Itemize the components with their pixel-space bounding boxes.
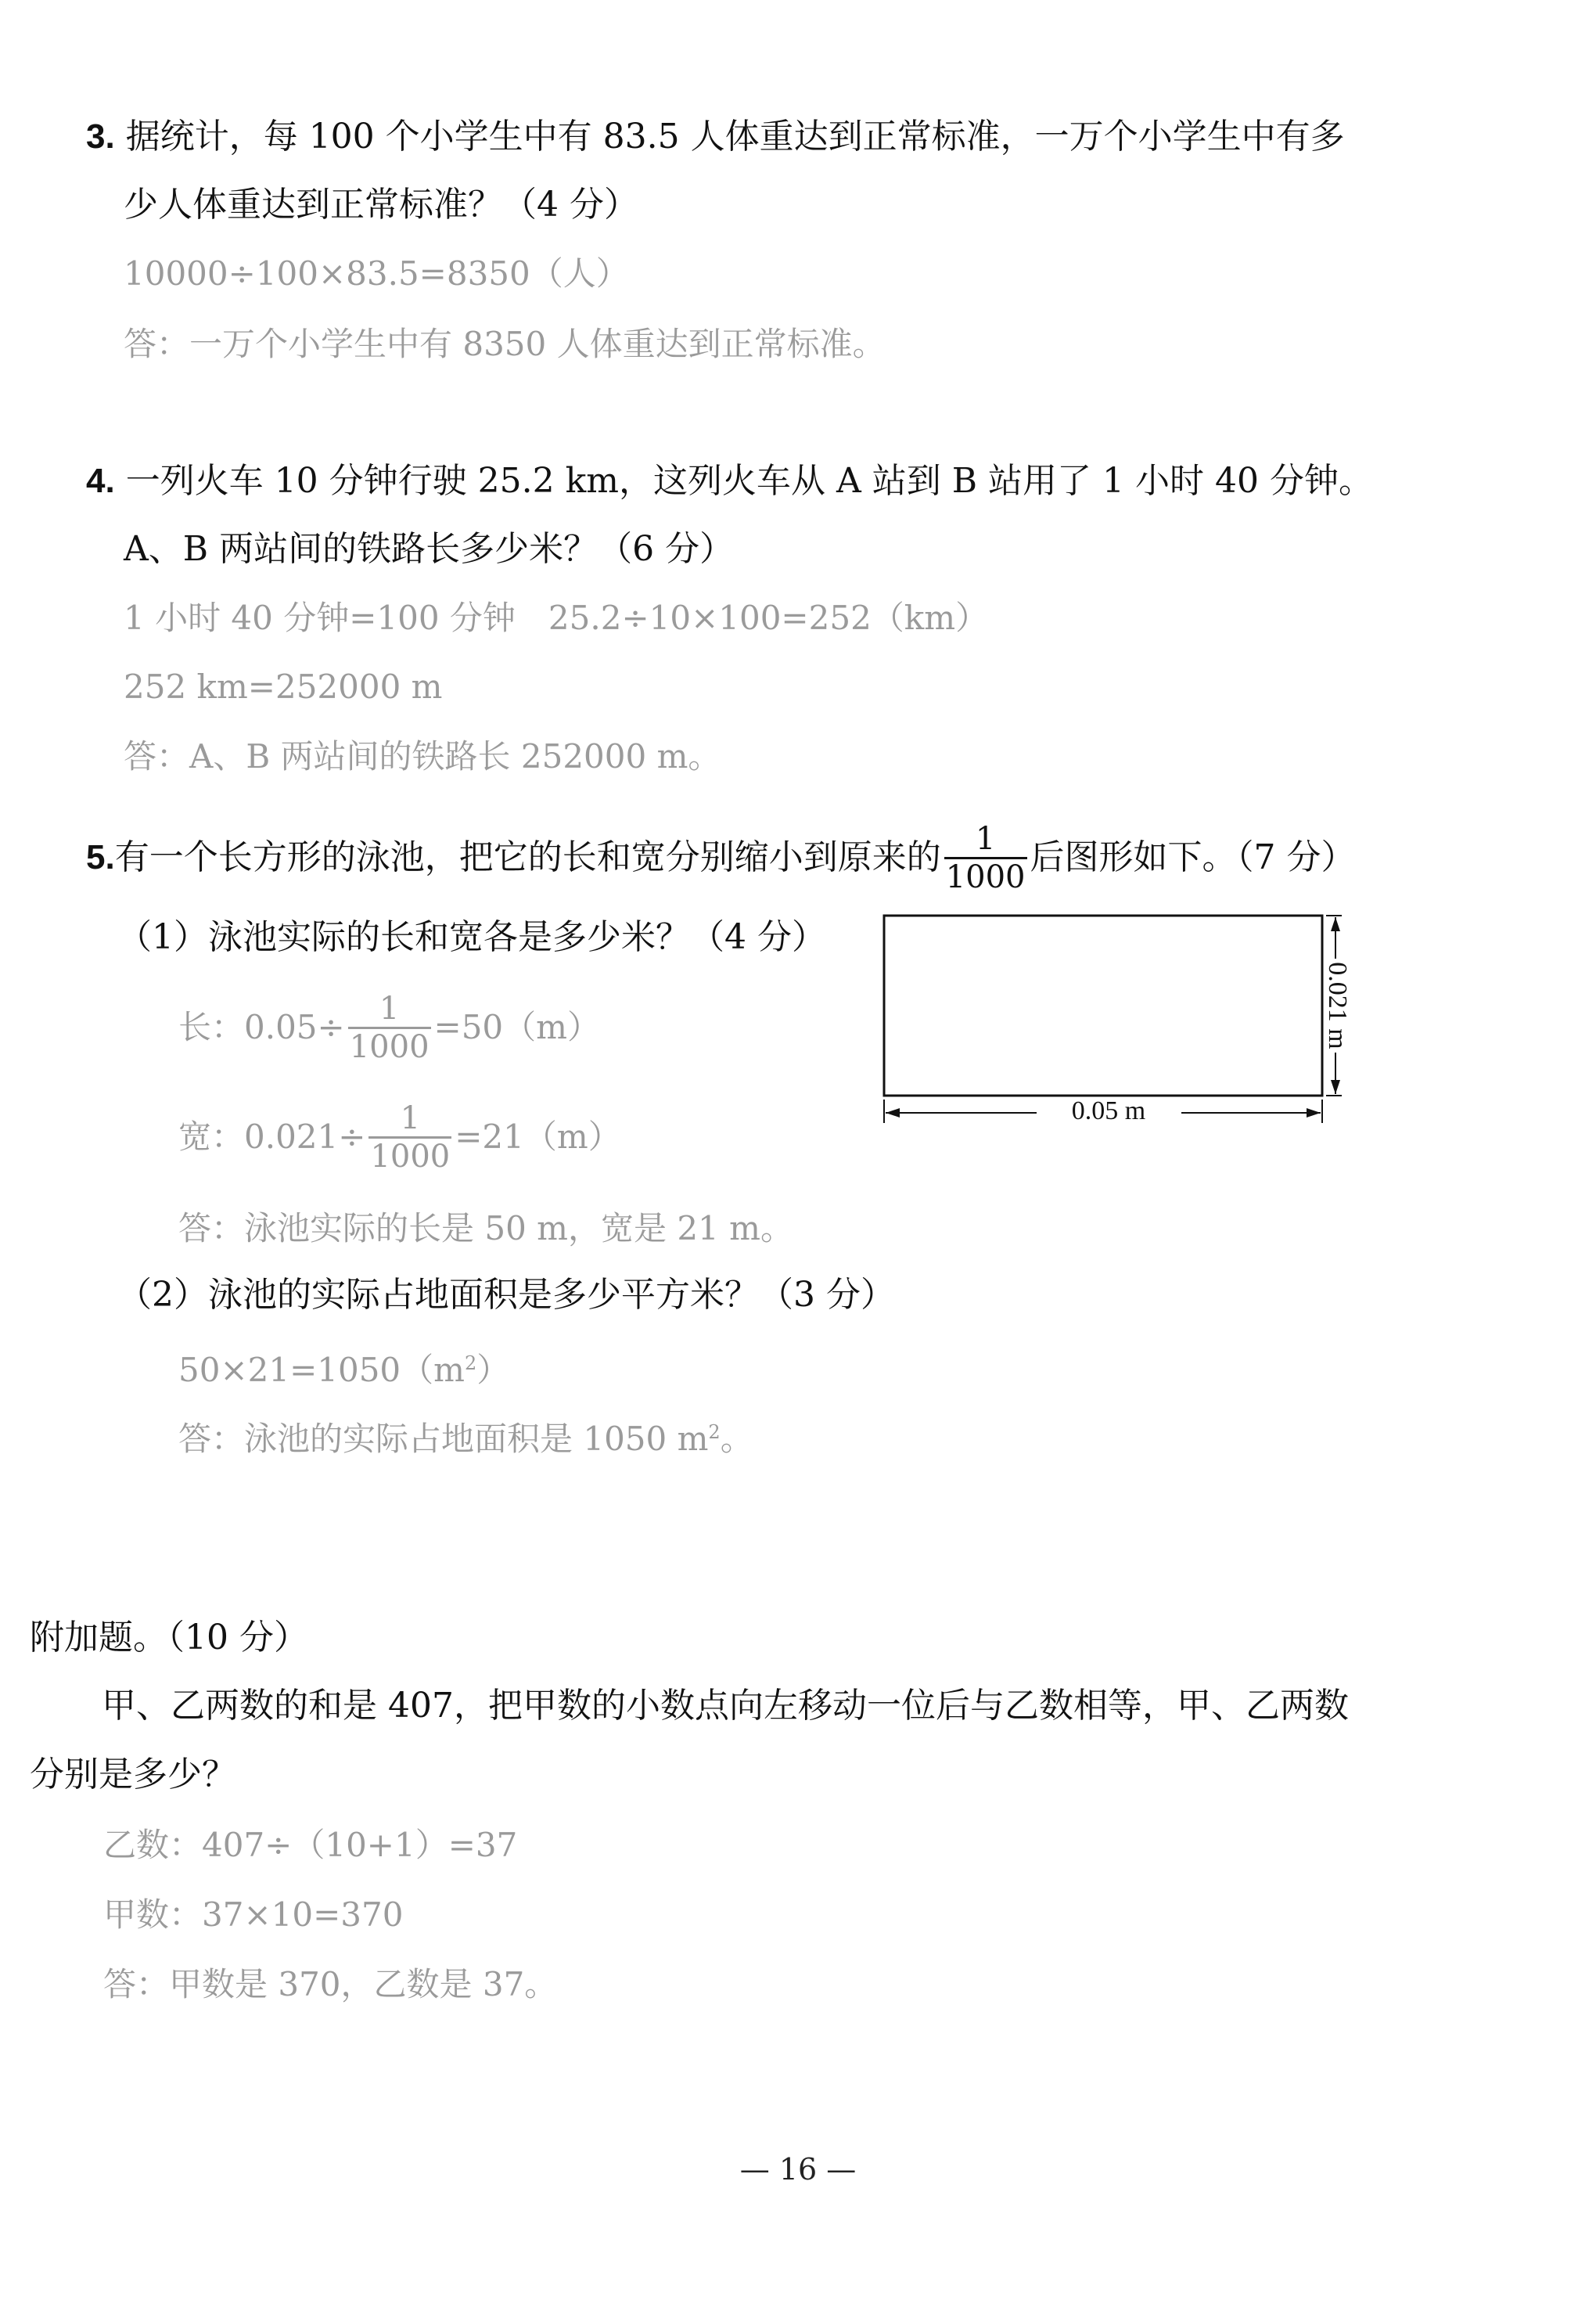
q5-width-fraction-den: 1000	[370, 1138, 451, 1175]
q4-text-1: 一列火车 10 分钟行驶 25.2 km，这列火车从 A 站到 B 站用了 1 小时 40 分钟。	[125, 461, 1373, 501]
q3-line1	[86, 113, 1345, 160]
pool-diagram	[868, 900, 1353, 1158]
q5-length-fraction	[348, 991, 431, 1065]
q5-text-post: 后图形如下。（7 分）	[1030, 837, 1356, 877]
q5-sub2-calc	[178, 1340, 509, 1394]
q3-number: 3.	[86, 117, 115, 156]
q5-length-fraction-den: 1000	[349, 1028, 430, 1065]
q4-line2: A、B 两站间的铁路长多少米？（6 分）	[124, 529, 735, 569]
q3-line2: 少人体重达到正常标准？（4 分）	[124, 185, 638, 225]
q5-sub2-calc-sup: 2	[464, 1352, 477, 1374]
length-arrowhead-right	[1307, 1108, 1321, 1118]
length-arrowhead-left	[886, 1108, 900, 1118]
q5-fraction	[944, 821, 1027, 895]
length-label: 0.05 m	[1071, 1096, 1146, 1125]
q5-sub2-answer-sup: 2	[708, 1421, 721, 1443]
bonus-title: 附加题。（10 分）	[30, 1618, 308, 1658]
q4-answer: 答：A、B 两站间的铁路长 252000 m。	[124, 737, 721, 776]
width-label: 0.021 m	[1323, 962, 1353, 1049]
q5-sub2-answer-pre: 答：泳池的实际占地面积是 1050 m	[178, 1420, 709, 1458]
q5-length-pre: 长：0.05÷	[178, 1008, 345, 1046]
q5-number: 5.	[86, 838, 115, 876]
pool-rectangle	[884, 916, 1322, 1096]
q5-width-calc	[178, 1100, 621, 1175]
q4-line1	[86, 458, 1373, 505]
q5-width-pre: 宽：0.021÷	[178, 1118, 366, 1156]
bonus-line2: 分别是多少？	[30, 1755, 236, 1794]
q4-number: 4.	[86, 462, 115, 500]
q5-length-fraction-num: 1	[348, 991, 431, 1029]
q5-length-post: =50（m）	[433, 1008, 600, 1046]
q5-length-calc	[178, 990, 600, 1065]
q5-sub1: （1）泳池实际的长和宽各是多少米？（4 分）	[117, 917, 826, 957]
q3-answer: 答：一万个小学生中有 8350 人体重达到正常标准。	[124, 325, 886, 363]
bonus-line1: 甲、乙两数的和是 407，把甲数的小数点向左移动一位后与乙数相等，甲、乙两数	[102, 1686, 1349, 1726]
q5-text-pre: 有一个长方形的泳池，把它的长和宽分别缩小到原来的	[114, 837, 941, 877]
q4-answer-calc-2: 252 km=252000 m	[124, 668, 443, 706]
q5-line1	[86, 820, 1355, 895]
q5-sub2: （2）泳池的实际占地面积是多少平方米？（3 分）	[117, 1275, 895, 1315]
page-number: — 16 —	[739, 2152, 857, 2187]
q5-fraction-num: 1	[944, 821, 1027, 859]
bonus-answer-3: 答：甲数是 370，乙数是 37。	[103, 1965, 558, 2003]
width-arrowhead-bottom	[1331, 1080, 1340, 1094]
q5-width-fraction	[368, 1100, 451, 1175]
q5-width-post: =21（m）	[455, 1118, 621, 1156]
q3-answer-calc: 10000÷100×83.5=8350（人）	[124, 254, 629, 293]
bonus-answer-2: 甲数：37×10=370	[103, 1895, 404, 1934]
bonus-answer-1: 乙数：407÷（10+1）=37	[103, 1826, 518, 1864]
q3-text-1: 据统计，每 100 个小学生中有 83.5 人体重达到正常标准，一万个小学生中有多	[125, 117, 1345, 157]
q5-sub2-calc-pre: 50×21=1050（m	[178, 1351, 465, 1389]
q5-width-fraction-num: 1	[368, 1100, 451, 1139]
q5-sub1-answer: 答：泳池实际的长是 50 m，宽是 21 m。	[178, 1209, 793, 1247]
q4-answer-calc-1: 1 小时 40 分钟=100 分钟 25.2÷10×100=252（km）	[124, 599, 989, 637]
q5-fraction-den: 1000	[945, 858, 1026, 895]
q5-sub2-answer-post: 。	[720, 1420, 753, 1458]
width-arrowhead-top	[1331, 917, 1340, 931]
q5-sub2-calc-post: ）	[476, 1351, 510, 1389]
q5-sub2-answer	[178, 1409, 753, 1463]
